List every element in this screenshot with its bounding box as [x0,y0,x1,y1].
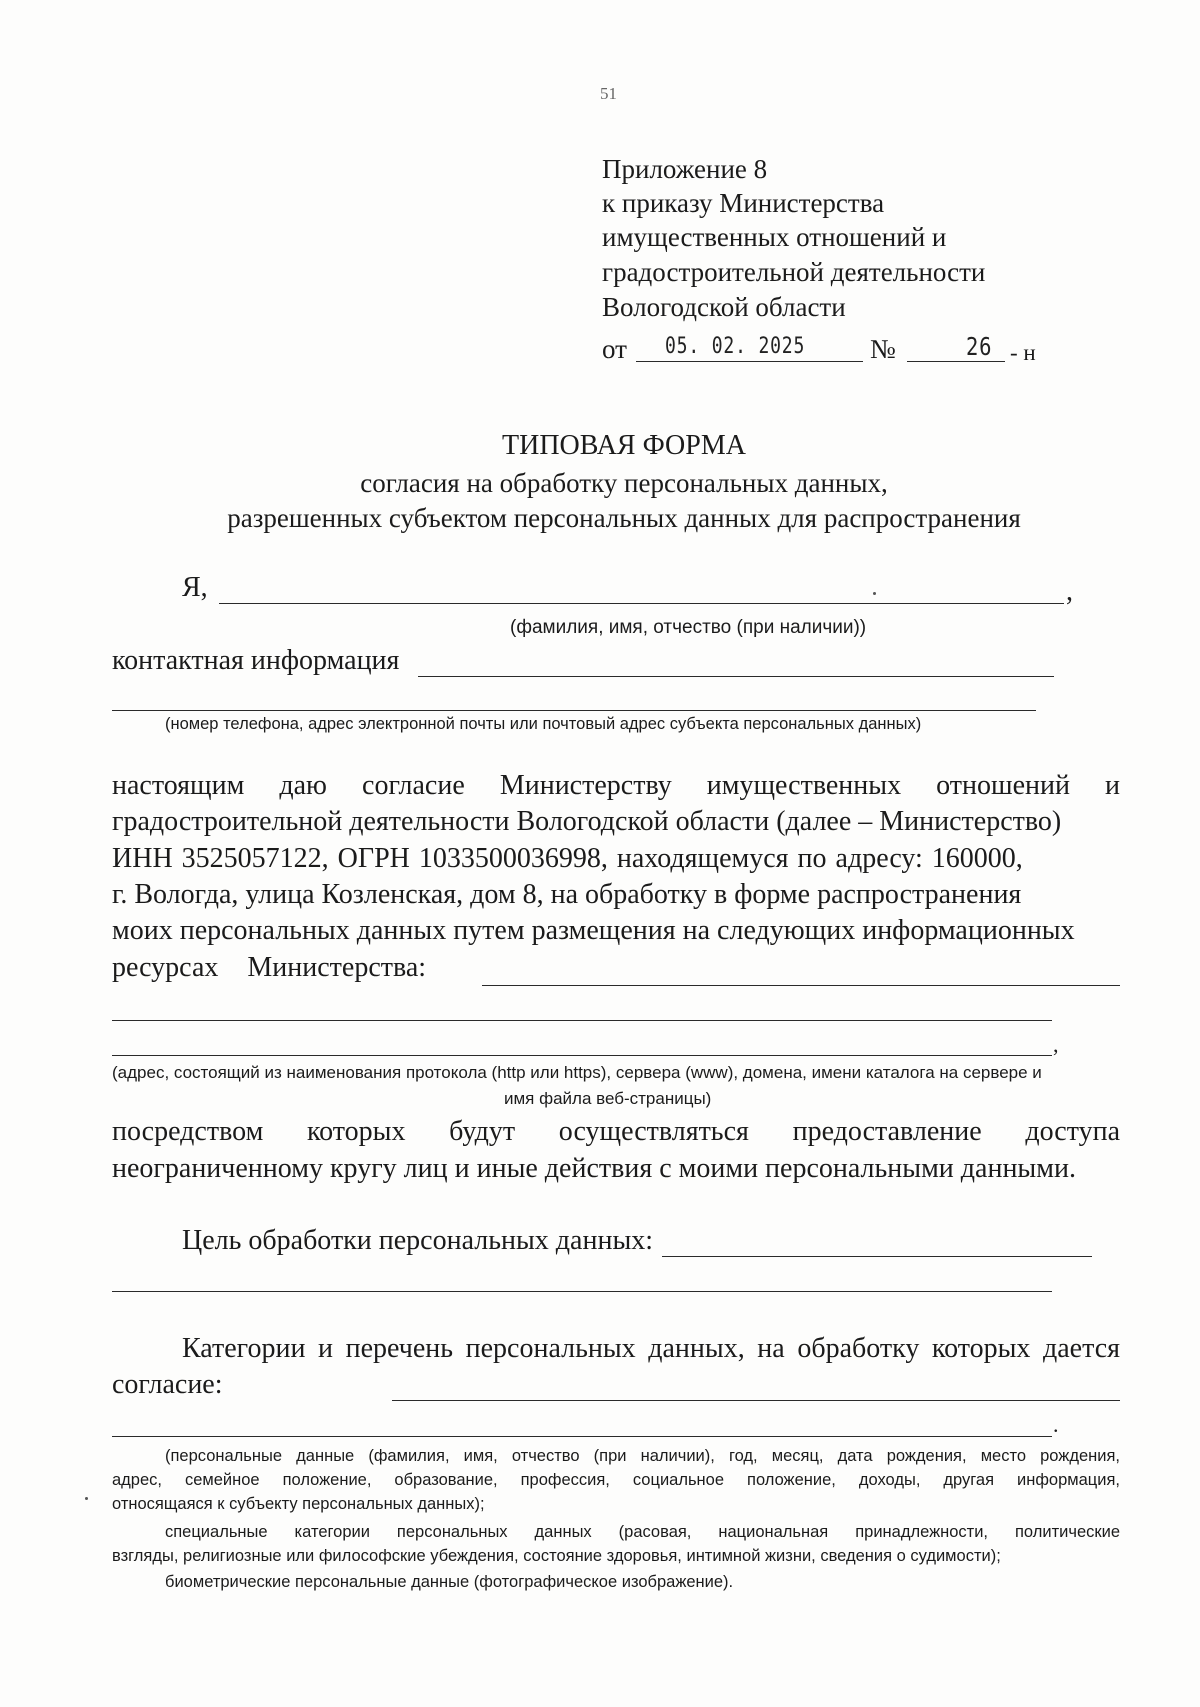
consent-line-4: г. Вологда, улица Козленская, дом 8, на обработку в форме распространения [112,879,1022,910]
access-line-2: неограниченному кругу лиц и иные действия с моими персональными данными. [112,1153,1076,1184]
resources-caption-2: имя файла веб-страницы) [504,1089,712,1108]
form-title: ТИПОВАЯ ФОРМА [502,430,746,461]
categories-field-line-1[interactable] [392,1400,1120,1401]
scan-speck [873,592,876,595]
consent-line-5: моих персональных данных путем размещения на следующих информационных [112,915,1075,946]
note-2-line-1: специальные категории персональных данных (расовая, национальная принадлежности, политические [165,1523,1120,1541]
order-number-prefix: № [870,334,896,364]
note-1-line-3: относящаяся к субъекту персональных данных); [112,1495,485,1513]
contact-field-line-1[interactable] [418,676,1054,677]
note-1-line-2: адрес, семейное положение, образование, профессия, социальное положение, доходы, другая информация, [112,1471,1120,1489]
access-line-1: посредством которых будут осуществляться предоставление доступа [112,1116,1120,1147]
note-1-line-1: (персональные данные (фамилия, имя, отчество (при наличии), год, месяц, дата рождения, место рождения, [165,1447,1120,1465]
resources-field-line-3[interactable] [112,1055,1052,1056]
appendix-line-5: Вологодской области [602,292,846,322]
consent-line-2: градостроительной деятельности Вологодской области (далее – Министерство) [112,806,1062,837]
categories-line-1: Категории и перечень персональных данных, на обработку которых дается [182,1333,1120,1364]
order-number-suffix: - н [1010,340,1036,365]
consent-line-1: настоящим даю согласие Министерству имущественных отношений и [112,770,1120,801]
resources-field-line-1[interactable] [482,985,1120,986]
categories-suffix: . [1053,1412,1059,1437]
fio-prefix: Я, [182,572,208,603]
page-number: 51 [600,84,617,103]
categories-field-line-2[interactable] [112,1436,1052,1437]
fio-field-line[interactable] [219,603,1064,604]
note-3-line-1: биометрические персональные данные (фотографическое изображение). [165,1573,734,1591]
form-subtitle-1: согласия на обработку персональных данных, [360,468,888,498]
order-number-line [907,361,1005,362]
contact-field-line-2[interactable] [112,710,1036,711]
form-subtitle-2: разрешенных субъектом персональных данных для распространения [227,503,1021,533]
order-date-prefix: от [602,334,627,364]
appendix-line-2: к приказу Министерства [602,188,885,218]
fio-suffix: , [1066,576,1073,607]
note-2-line-2: взгляды, религиозные или философские убеждения, состояние здоровья, интимной жизни, сведения о судимости); [112,1547,1001,1565]
scan-speck [85,1497,88,1500]
fio-caption: (фамилия, имя, отчество (при наличии)) [510,617,867,638]
purpose-label: Цель обработки персональных данных: [182,1225,654,1256]
appendix-line-1: Приложение 8 [602,154,768,184]
contact-caption: (номер телефона, адрес электронной почты или почтовый адрес субъекта персональных данных) [165,715,922,733]
order-date-value: 05. 02. 2025 [665,334,806,359]
consent-line-3: ИНН 3525057122, ОГРН 1033500036998, находящемуся по адресу: 160000, [112,843,1023,874]
order-date-line [636,361,863,362]
order-number-value: 26 [966,332,993,361]
categories-line-2: согласие: [112,1369,223,1400]
appendix-line-3: имущественных отношений и [602,222,947,252]
resources-field-line-2[interactable] [112,1020,1052,1021]
purpose-field-line-1[interactable] [662,1256,1092,1257]
resources-caption-1: (адрес, состоящий из наименования протокола (http или https), сервера (www), домена, имени каталога на сервере и [112,1063,1042,1082]
contact-label: контактная информация [112,645,400,676]
resources-suffix: , [1053,1032,1059,1057]
consent-line-6: ресурсах Министерства: [112,952,427,983]
appendix-line-4: градостроительной деятельности [602,257,986,287]
purpose-field-line-2[interactable] [112,1291,1052,1292]
